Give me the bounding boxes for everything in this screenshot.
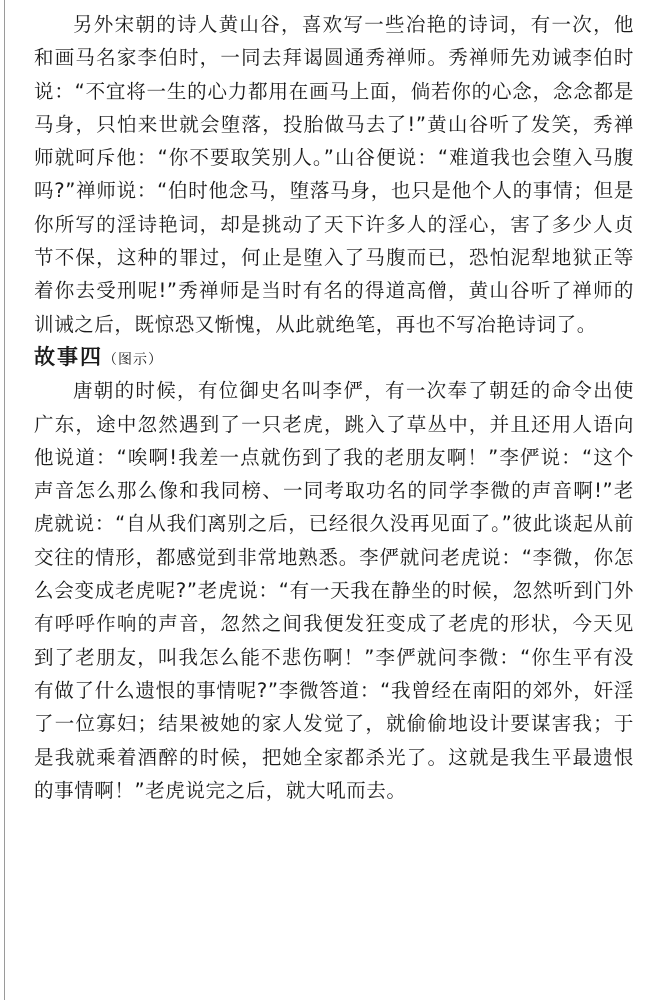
page-body <box>34 8 634 807</box>
section-title: 故事四 <box>34 344 103 369</box>
paragraph-li-yan-tiger: 唐朝的时候，有位御史名叫李俨，有一次奉了朝廷的命令出使广东，途中忽然遇到了一只老虎，跳入了草丛中，并且还用人语向他说道：“唉啊!我差一点就伤到了我的老朋友啊！”李俨说：“这个声音怎么那么像和我同榜、一同考取功名的同学李微的声音啊!”老虎就说：“自从我们离别之后，已经很久没再见面了。”彼此谈起从前交往的情形，都感觉到非常地熟悉。李俨就问老虎说：“李微，你怎么会变成老虎呢?”老虎说：“有一天我在静坐的时候，忽然听到门外有呼呼作响的声音，忽然之间我便发狂变成了老虎的形状，今天见到了老朋友，叫我怎么能不悲伤啊！”李俨就问李微：“你生平有没有做了什么遗恨的事情呢?”李微答道：“我曾经在南阳的郊外，奸淫了一位寡妇；结果被她的家人发觉了，就偷偷地设计要谋害我；于是我就乘着酒醉的时候，把她全家都杀光了。这就是我生平最遗恨的事情啊！”老虎说完之后，就大吼而去。 <box>34 379 634 802</box>
paragraph-huang-shangu: 另外宋朝的诗人黄山谷，喜欢写一些冶艳的诗词，有一次，他和画马名家李伯时，一同去拜谒圆通秀禅师。秀禅师先劝诫李伯时说：“不宜将一生的心力都用在画马上面，倘若你的心念，念念都是马身，只怕来世就会堕落，投胎做马去了!”黄山谷听了发笑，秀禅师就呵斥他：“你不要取笑别人。”山谷便说：“难道我也会堕入马腹吗?”禅师说：“伯时他念马，堕落马身，也只是他个人的事情；但是你所写的淫诗艳词，却是挑动了天下许多人的淫心，害了多少人贞节不保，这种的罪过，何止是堕入了马腹而已，恐怕泥犁地狱正等着你去受刑呢!”秀禅师是当时有名的得道高僧，黄山谷听了禅师的训诫之后，既惊恐又惭愧，从此就绝笔，再也不写冶艳诗词了。 <box>34 13 634 336</box>
page-edge-line <box>4 0 5 1000</box>
section-heading <box>34 341 634 374</box>
section-note: （图示） <box>103 351 163 368</box>
